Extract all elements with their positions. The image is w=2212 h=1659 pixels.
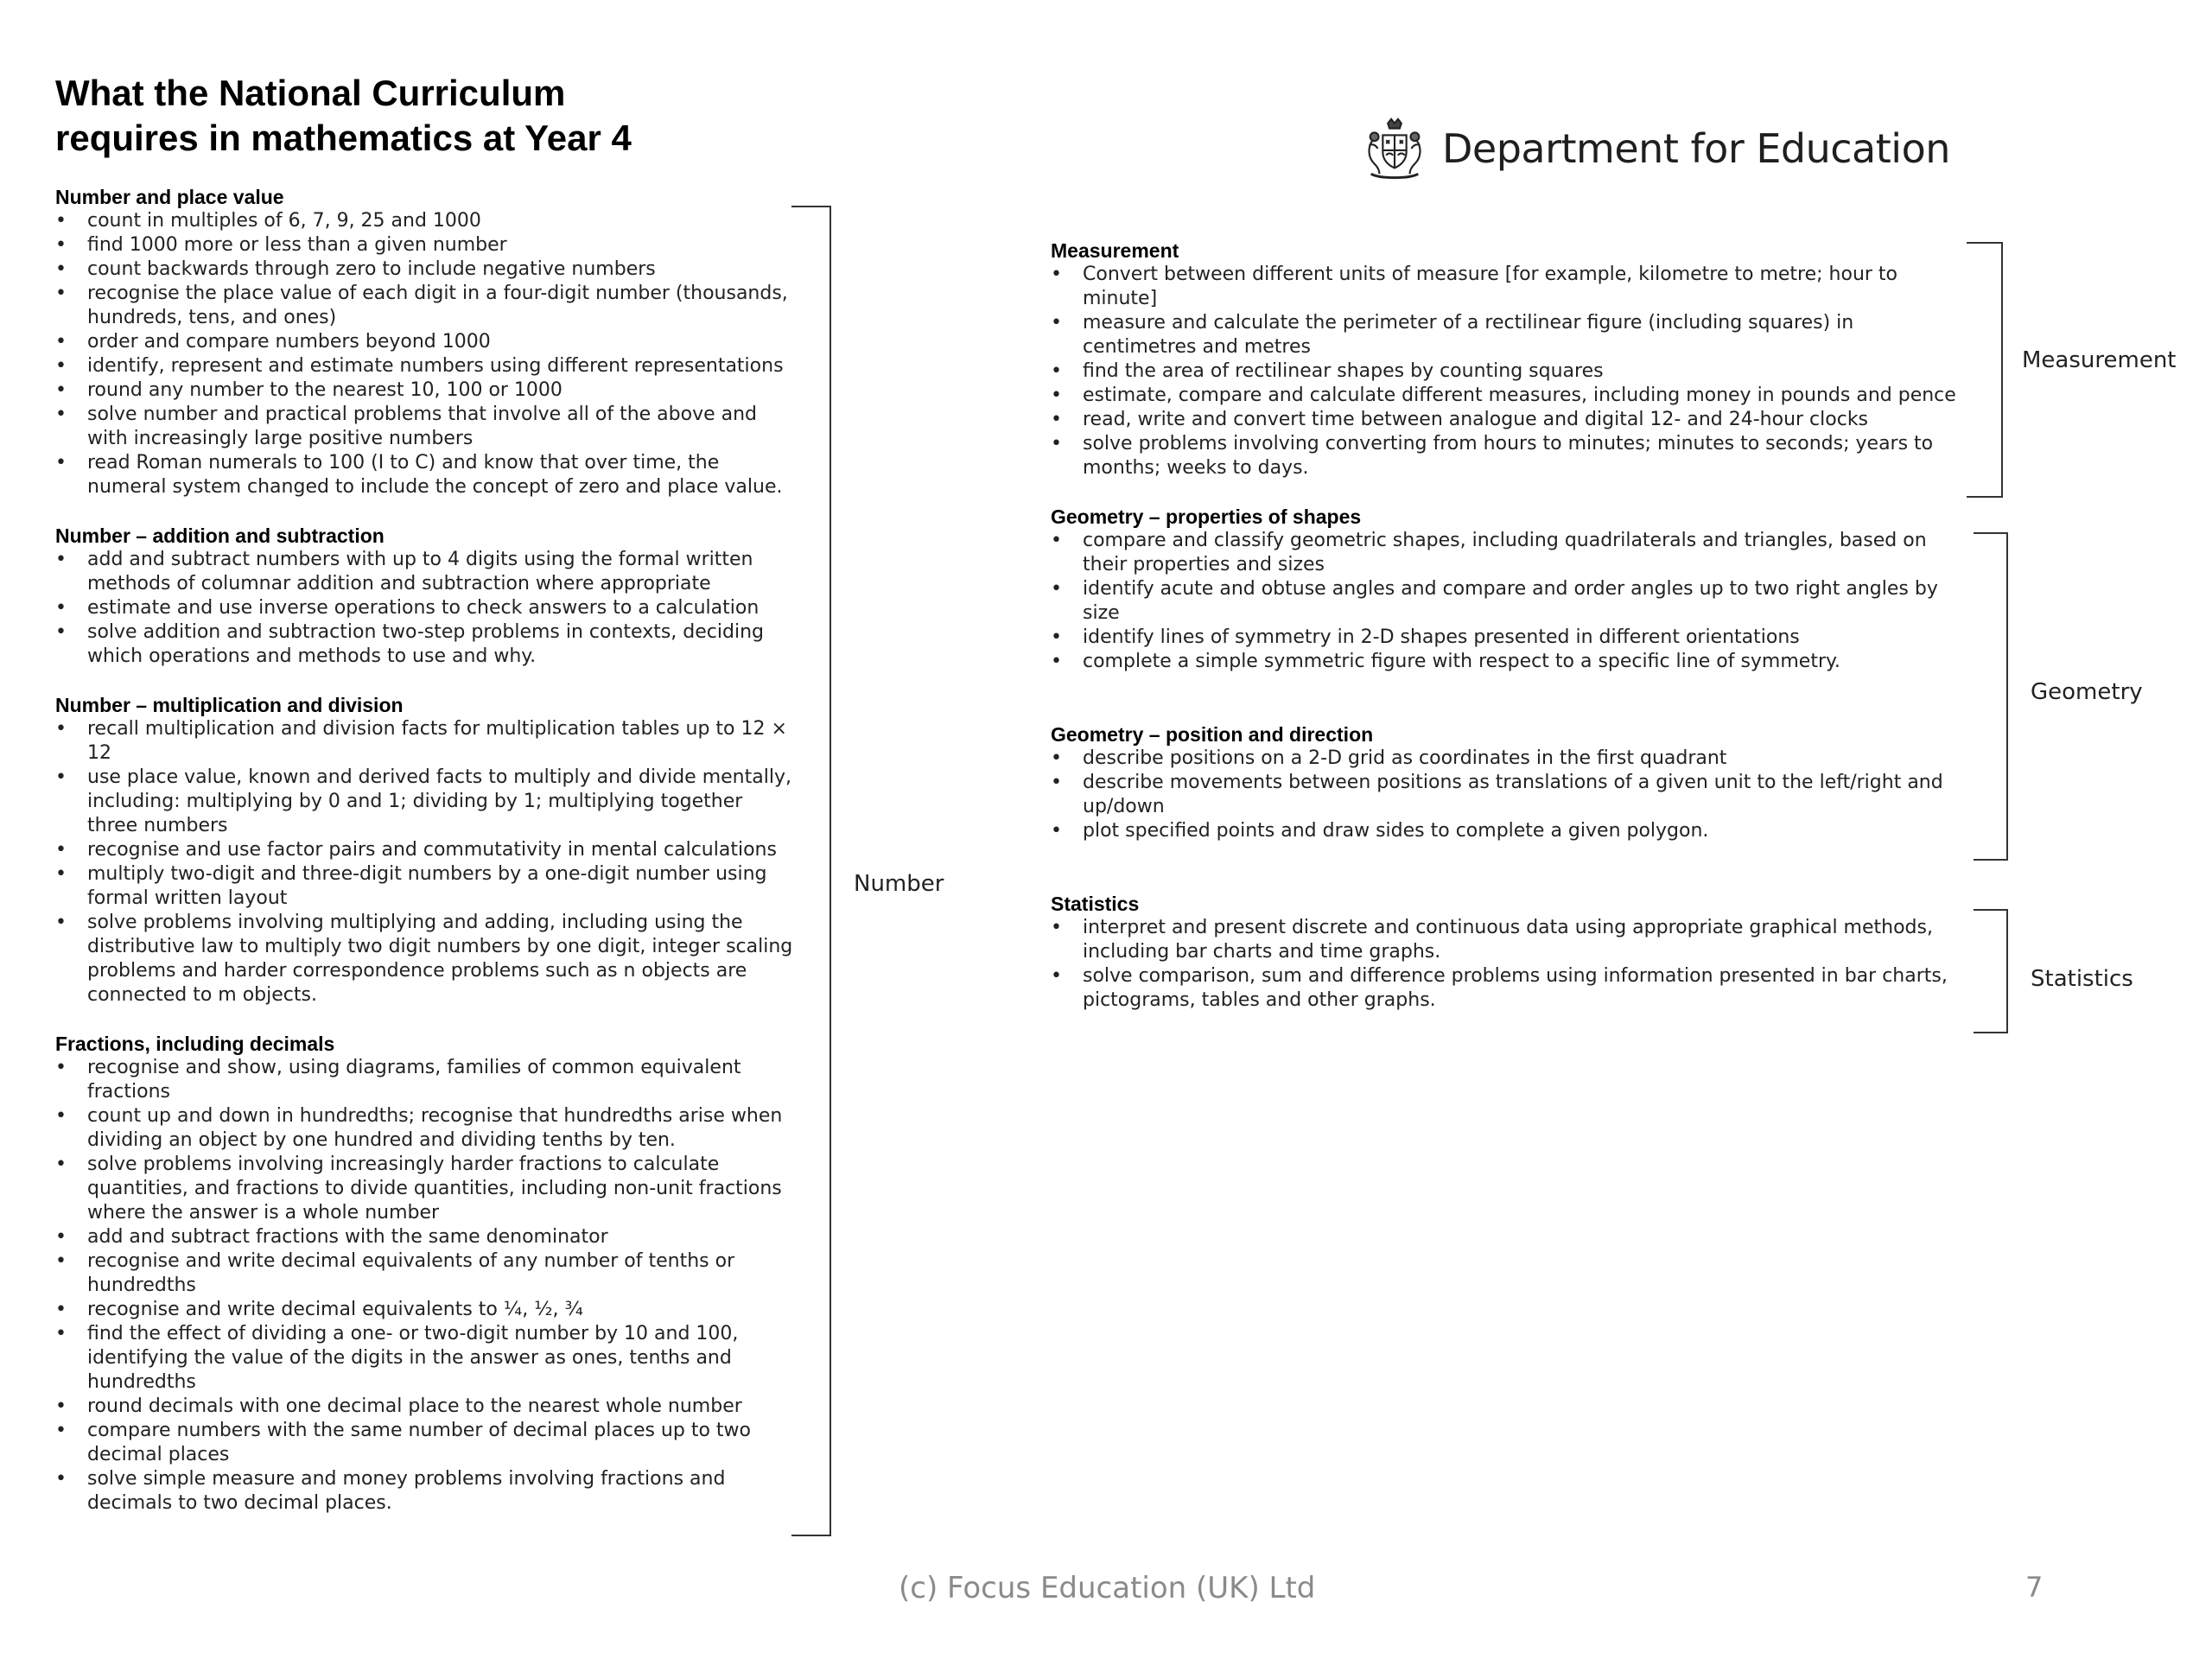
bullet-icon: • [55,355,67,377]
list-item [55,717,798,766]
section-statistics [1051,892,1967,1013]
section-heading: Measurement [1051,239,1179,262]
bullet-icon: • [55,863,67,885]
list-item [55,209,798,233]
bullet-icon: • [1051,409,1062,430]
list-item [1051,311,1967,359]
list-item-text: read, write and convert time between analogue and digital 12- and 24-hour clocks [1083,409,1869,430]
bullet-icon: • [1051,965,1062,987]
list-item [55,1322,798,1395]
section-addition-subtraction [55,524,798,669]
list-item-text: Convert between different units of measure [for example, kilometre to metre; hour to minute] [1083,264,1898,309]
list-item-text: recognise and show, using diagrams, families of common equivalent fractions [87,1057,741,1103]
page-number: 7 [2025,1571,2044,1604]
section-heading: Geometry – properties of shapes [1051,505,1362,528]
list-item-text: describe positions on a 2-D grid as coordinates in the first quadrant [1083,747,1727,769]
list-item [55,257,798,282]
bullet-icon: • [1051,312,1062,334]
list-item [55,1298,798,1322]
list-item-text: find the effect of dividing a one- or two-digit number by 10 and 100, identifying the value of the digits in the answer as ones, tenths and hundredths [87,1323,739,1393]
list-item-text: solve problems involving converting from hours to minutes; minutes to seconds; years to months; weeks to days. [1083,433,1934,479]
section-measurement [1051,238,1967,480]
bullet-list [1051,529,1967,674]
list-item [55,378,798,403]
bullet-icon: • [55,1154,67,1175]
bullet-icon: • [55,1299,67,1320]
bullet-icon: • [55,912,67,933]
bullet-icon: • [55,1250,67,1272]
bullet-icon: • [55,1395,67,1417]
left-column [55,185,798,1516]
department-for-education-logo [1361,114,1950,183]
bullet-icon: • [1051,433,1062,454]
bullet-icon: • [55,331,67,353]
list-item [55,1395,798,1419]
section-heading: Number – multiplication and division [55,694,404,716]
list-item-text: estimate and use inverse operations to check answers to a calculation [87,597,760,619]
list-item-text: order and compare numbers beyond 1000 [87,331,491,353]
list-item [1051,964,1967,1013]
list-item [1051,626,1967,650]
section-heading: Number and place value [55,186,284,208]
list-item-text: measure and calculate the perimeter of a rectilinear figure (including squares) in centimetres and metres [1083,312,1854,358]
bullet-icon: • [1051,626,1062,648]
list-item-text: use place value, known and derived facts to multiply and divide mentally, including: multiplying by 0 and 1; dividing by 1; multiplying together three numbers [87,766,791,836]
bullet-icon: • [1051,917,1062,938]
list-item-text: solve comparison, sum and difference problems using information presented in bar charts, pictograms, tables and other graphs. [1083,965,1948,1011]
list-item-text: read Roman numerals to 100 (I to C) and know that over time, the numeral system changed to include the concept of zero and place value. [87,452,783,498]
measurement-bracket-label: Measurement [2022,347,2177,373]
bullet-icon: • [55,234,67,256]
list-item [55,1249,798,1298]
list-item [1051,747,1967,771]
footer-credit: (c) Focus Education (UK) Ltd [899,1571,1316,1605]
section-number-place-value [55,185,798,499]
list-item-text: identify acute and obtuse angles and compare and order angles up to two right angles by size [1083,578,1938,624]
list-item [55,1104,798,1153]
geometry-bracket [1974,532,2008,861]
bullet-list [1051,747,1967,843]
list-item-text: identify lines of symmetry in 2-D shapes presented in different orientations [1083,626,1800,648]
list-item [55,596,798,620]
list-item [1051,359,1967,384]
list-item-text: add and subtract fractions with the same denominator [87,1226,608,1248]
section-heading: Statistics [1051,893,1140,915]
list-item [55,862,798,911]
list-item [55,330,798,354]
list-item [1051,432,1967,480]
bullet-icon: • [1051,820,1062,842]
list-item [1051,916,1967,964]
bullet-list [1051,916,1967,1013]
list-item [55,548,798,596]
list-item [1051,577,1967,626]
list-item [55,1419,798,1467]
list-item-text: round any number to the nearest 10, 100 or 1000 [87,379,563,401]
list-item [55,911,798,1007]
list-item-text: recognise and write decimal equivalents to ¼, ½, ¾ [87,1299,583,1320]
list-item-text: find the area of rectilinear shapes by counting squares [1083,360,1604,382]
bullet-icon: • [55,1226,67,1248]
section-heading: Geometry – position and direction [1051,723,1374,746]
list-item-text: count up and down in hundredths; recognise that hundredths arise when dividing an object by one hundred and dividing tenths by ten. [87,1105,783,1151]
bullet-icon: • [55,283,67,304]
bullet-icon: • [55,1468,67,1490]
list-item-text: solve simple measure and money problems involving fractions and decimals to two decimal places. [87,1468,726,1514]
list-item [1051,771,1967,819]
bullet-icon: • [55,766,67,788]
number-bracket [791,206,831,1536]
bullet-icon: • [1051,530,1062,551]
section-heading: Fractions, including decimals [55,1033,335,1055]
list-item [55,451,798,499]
bullet-icon: • [55,1323,67,1344]
bullet-icon: • [1051,651,1062,672]
list-item-text: compare and classify geometric shapes, including quadrilaterals and triangles, based on their properties and sizes [1083,530,1927,575]
statistics-bracket [1974,909,2008,1033]
list-item [1051,819,1967,843]
statistics-bracket-label: Statistics [2031,966,2133,992]
right-column [1051,238,1967,1013]
section-multiplication-division [55,693,798,1007]
bullet-icon: • [55,597,67,619]
measurement-bracket [1967,242,2003,498]
bullet-icon: • [55,1105,67,1127]
list-item-text: solve number and practical problems that involve all of the above and with increasingly large positive numbers [87,404,758,449]
bullet-icon: • [55,718,67,740]
list-item-text: count backwards through zero to include negative numbers [87,258,656,280]
section-geometry-position [1051,722,1967,843]
list-item [1051,650,1967,674]
list-item-text: interpret and present discrete and continuous data using appropriate graphical methods, including bar charts and time graphs. [1083,917,1933,963]
list-item-text: recognise the place value of each digit in a four-digit number (thousands, hundreds, tens, and ones) [87,283,788,328]
list-item [55,1056,798,1104]
list-item-text: multiply two-digit and three-digit numbers by a one-digit number using formal written layout [87,863,767,909]
bullet-icon: • [55,210,67,232]
page-title [55,71,833,161]
list-item [55,354,798,378]
page-title-line-2: requires in mathematics at Year 4 [55,118,632,158]
list-item-text: plot specified points and draw sides to complete a given polygon. [1083,820,1709,842]
list-item-text: find 1000 more or less than a given number [87,234,507,256]
bullet-list [1051,263,1967,480]
list-item-text: solve problems involving multiplying and adding, including using the distributive law to multiply two digit numbers by one digit, integer scaling problems and harder correspondence problems such as n objects are connected to m objects. [87,912,793,1006]
list-item [1051,529,1967,577]
section-heading: Number – addition and subtraction [55,524,385,547]
list-item-text: round decimals with one decimal place to the nearest whole number [87,1395,742,1417]
list-item [55,1153,798,1225]
list-item-text: compare numbers with the same number of decimal places up to two decimal places [87,1420,751,1465]
bullet-icon: • [1051,264,1062,285]
bullet-list [55,209,798,499]
bullet-icon: • [1051,360,1062,382]
bullet-icon: • [55,1057,67,1078]
bullet-icon: • [55,1420,67,1441]
geometry-bracket-label: Geometry [2031,679,2143,705]
list-item-text: recall multiplication and division facts for multiplication tables up to 12 × 12 [87,718,787,764]
bullet-list [55,717,798,1007]
bullet-list [55,548,798,669]
bullet-icon: • [55,379,67,401]
bullet-list [55,1056,798,1516]
list-item [55,620,798,669]
list-item-text: recognise and write decimal equivalents of any number of tenths or hundredths [87,1250,735,1296]
list-item [55,403,798,451]
royal-crest-icon [1361,115,1428,182]
bullet-icon: • [55,258,67,280]
list-item-text: add and subtract numbers with up to 4 digits using the formal written methods of columnar addition and subtraction where appropriate [87,549,753,594]
bullet-icon: • [55,621,67,643]
page-title-line-1: What the National Curriculum [55,73,566,113]
list-item [55,233,798,257]
list-item [55,766,798,838]
list-item-text: count in multiples of 6, 7, 9, 25 and 1000 [87,210,481,232]
bullet-icon: • [1051,772,1062,793]
list-item-text: estimate, compare and calculate different measures, including money in pounds and pence [1083,385,1956,406]
list-item-text: solve addition and subtraction two-step problems in contexts, deciding which operations and methods to use and why. [87,621,764,667]
section-geometry-shapes [1051,505,1967,674]
list-item-text: recognise and use factor pairs and commutativity in mental calculations [87,839,777,861]
bullet-icon: • [55,549,67,570]
list-item [55,1467,798,1516]
list-item [55,1225,798,1249]
bullet-icon: • [55,404,67,425]
list-item-text: identify, represent and estimate numbers using different representations [87,355,784,377]
bullet-icon: • [55,839,67,861]
list-item-text: solve problems involving increasingly harder fractions to calculate quantities, and fractions to divide quantities, including non-unit fractions where the answer is a whole number [87,1154,782,1224]
logo-text: Department for Education [1442,125,1950,172]
bullet-icon: • [1051,578,1062,600]
list-item [55,838,798,862]
list-item [55,282,798,330]
bullet-icon: • [1051,385,1062,406]
list-item-text: complete a simple symmetric figure with respect to a specific line of symmetry. [1083,651,1840,672]
number-bracket-label: Number [854,871,944,897]
bullet-icon: • [1051,747,1062,769]
list-item-text: describe movements between positions as translations of a given unit to the left/right and up/down [1083,772,1943,817]
bullet-icon: • [55,452,67,474]
list-item [1051,408,1967,432]
section-fractions-decimals [55,1032,798,1516]
list-item [1051,384,1967,408]
list-item [1051,263,1967,311]
